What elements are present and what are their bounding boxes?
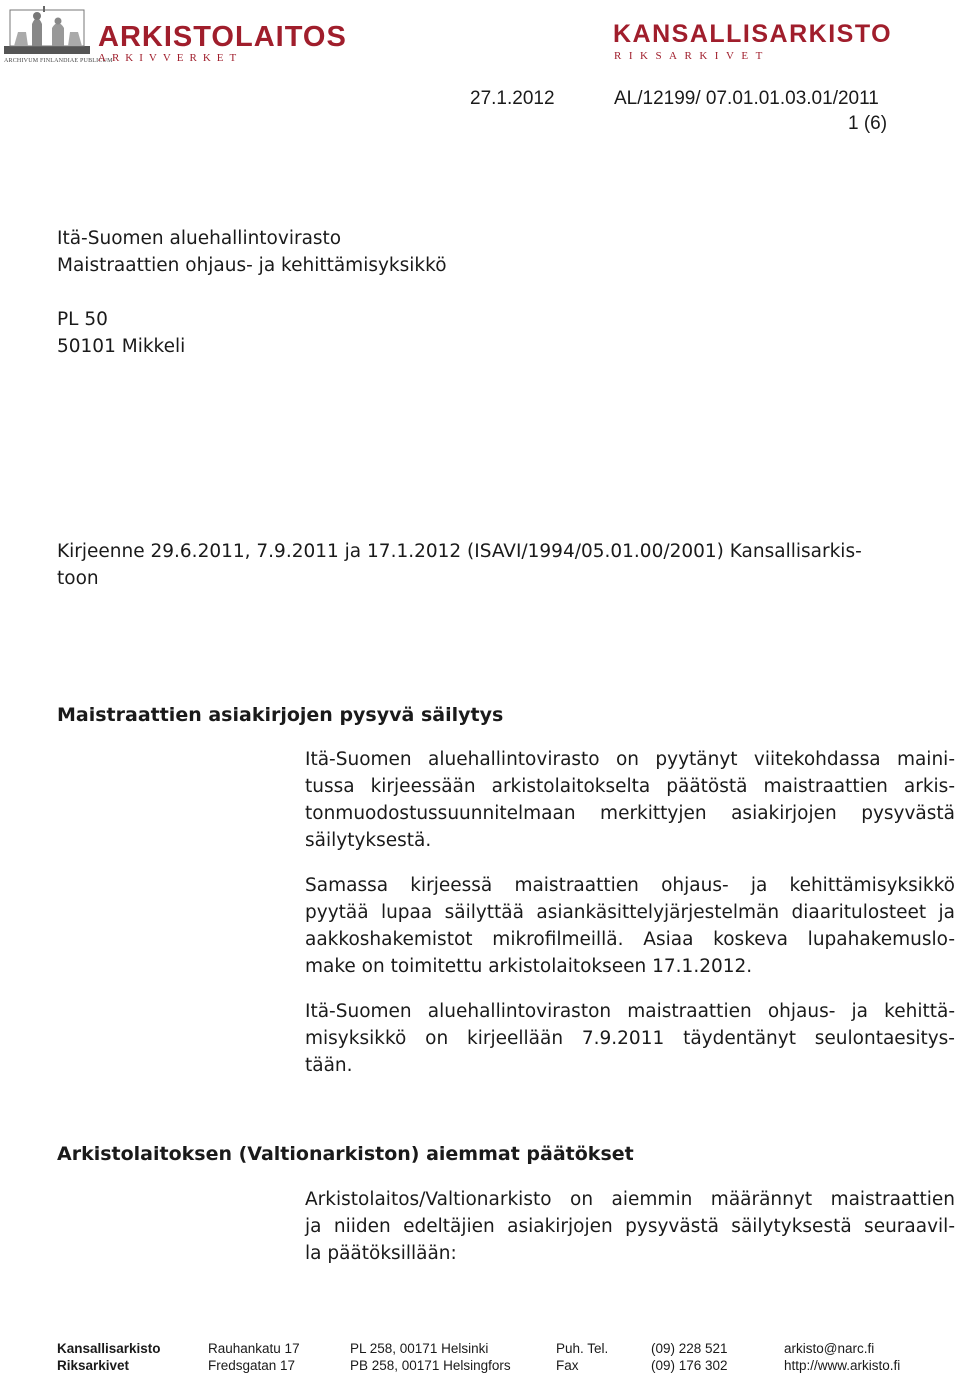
footer-org: Kansallisarkisto [57, 1341, 161, 1356]
footer-email: arkisto@narc.fi [784, 1341, 875, 1356]
footer-street: Rauhankatu 17 [208, 1341, 300, 1356]
recipient-po-box: PL 50 [57, 309, 108, 330]
footer-fax-label: Fax [556, 1358, 579, 1373]
emblem-caption: ARCHIVUM FINLANDIAE PUBLICUM [4, 58, 113, 64]
recipient-postal: 50101 Mikkeli [57, 336, 186, 357]
paragraph-line: Arkistolaitos/Valtionarkisto on aiemmin määrännyt maistraattien [305, 1189, 955, 1210]
paragraph-line: pyytää lupaa säilyttää asiankäsittelyjärjestelmän diaaritulosteet ja [305, 902, 955, 923]
paragraph-line: tussa kirjeessään arkistolaitokselta päätöstä maistraattien arkis- [305, 776, 955, 797]
page-number: 1 (6) [848, 113, 888, 134]
letterhead [0, 0, 960, 70]
footer-po-box: PL 258, 00171 Helsinki [350, 1341, 489, 1356]
paragraph-line: make on toimitettu arkistolaitokseen 17.1.2012. [305, 956, 753, 977]
paragraph [305, 998, 955, 1079]
paragraph [305, 746, 955, 854]
kansallisarkisto-logo-name: KANSALLISARKISTO [613, 20, 893, 48]
paragraph-line: säilytyksestä. [305, 830, 432, 851]
recipient-unit: Maistraattien ohjaus- ja kehittämisyksikkö [57, 255, 447, 276]
arkistolaitos-logo [4, 2, 347, 66]
footer-po-box: PB 258, 00171 Helsingfors [350, 1358, 511, 1373]
paragraph-line: la päätöksillään: [305, 1243, 457, 1264]
section-heading: Maistraattien asiakirjojen pysyvä säilytys [57, 704, 504, 726]
paragraph-line: ja niiden edeltäjien asiakirjojen pysyvästä säilytyksestä seuraavil- [305, 1216, 955, 1237]
document-reference: AL/12199/ 07.01.01.03.01/2011 [614, 88, 879, 109]
logo-name-fi: ARKISTOLAITOS [98, 21, 347, 53]
paragraph-line: Itä-Suomen aluehallintoviraston maistraattien ohjaus- ja kehittä- [305, 1001, 955, 1022]
paragraph-line: Samassa kirjeessä maistraattien ohjaus- ja kehittämisyksikkö [305, 875, 955, 896]
archive-emblem-icon [4, 2, 90, 66]
footer-street: Fredsgatan 17 [208, 1358, 296, 1373]
footer-phone: (09) 228 521 [651, 1341, 728, 1356]
document-date: 27.1.2012 [470, 88, 555, 109]
footer-fax: (09) 176 302 [651, 1358, 728, 1373]
footer-row [57, 1357, 917, 1374]
footer-contact-info [57, 1340, 917, 1374]
paragraph [305, 872, 955, 980]
section-heading: Arkistolaitoksen (Valtionarkiston) aiemmat päätökset [57, 1143, 634, 1165]
paragraph-line: aakkoshakemistot mikrofilmeillä. Asiaa koskeva lupahakemuslo- [305, 929, 955, 950]
footer-website: http://www.arkisto.fi [784, 1358, 901, 1373]
reference-letter-line1: Kirjeenne 29.6.2011, 7.9.2011 ja 17.1.2012 (ISAVI/1994/05.01.00/2001) Kansallisarkis- [57, 541, 862, 562]
recipient-org: Itä-Suomen aluehallintovirasto [57, 228, 342, 249]
paragraph [305, 1186, 955, 1267]
paragraph-line: tonmuodostussuunnitelmaan merkittyjen asiakirjojen pysyvästä [305, 803, 955, 824]
logo-name-sv: ARKIVVERKET [98, 52, 243, 64]
kansallisarkisto-logo-sv: RIKSARKIVET [614, 50, 770, 62]
footer-org: Riksarkivet [57, 1358, 130, 1373]
footer-row [57, 1340, 917, 1357]
paragraph-line: misyksikkö on kirjeellään 7.9.2011 täydentänyt seulontaesitys- [305, 1028, 955, 1049]
footer-phone-label: Puh. Tel. [556, 1341, 609, 1356]
paragraph-line: tään. [305, 1055, 353, 1076]
paragraph-line: Itä-Suomen aluehallintovirasto on pyytänyt viitekohdassa maini- [305, 749, 955, 770]
reference-letter-line2: toon [57, 568, 99, 589]
